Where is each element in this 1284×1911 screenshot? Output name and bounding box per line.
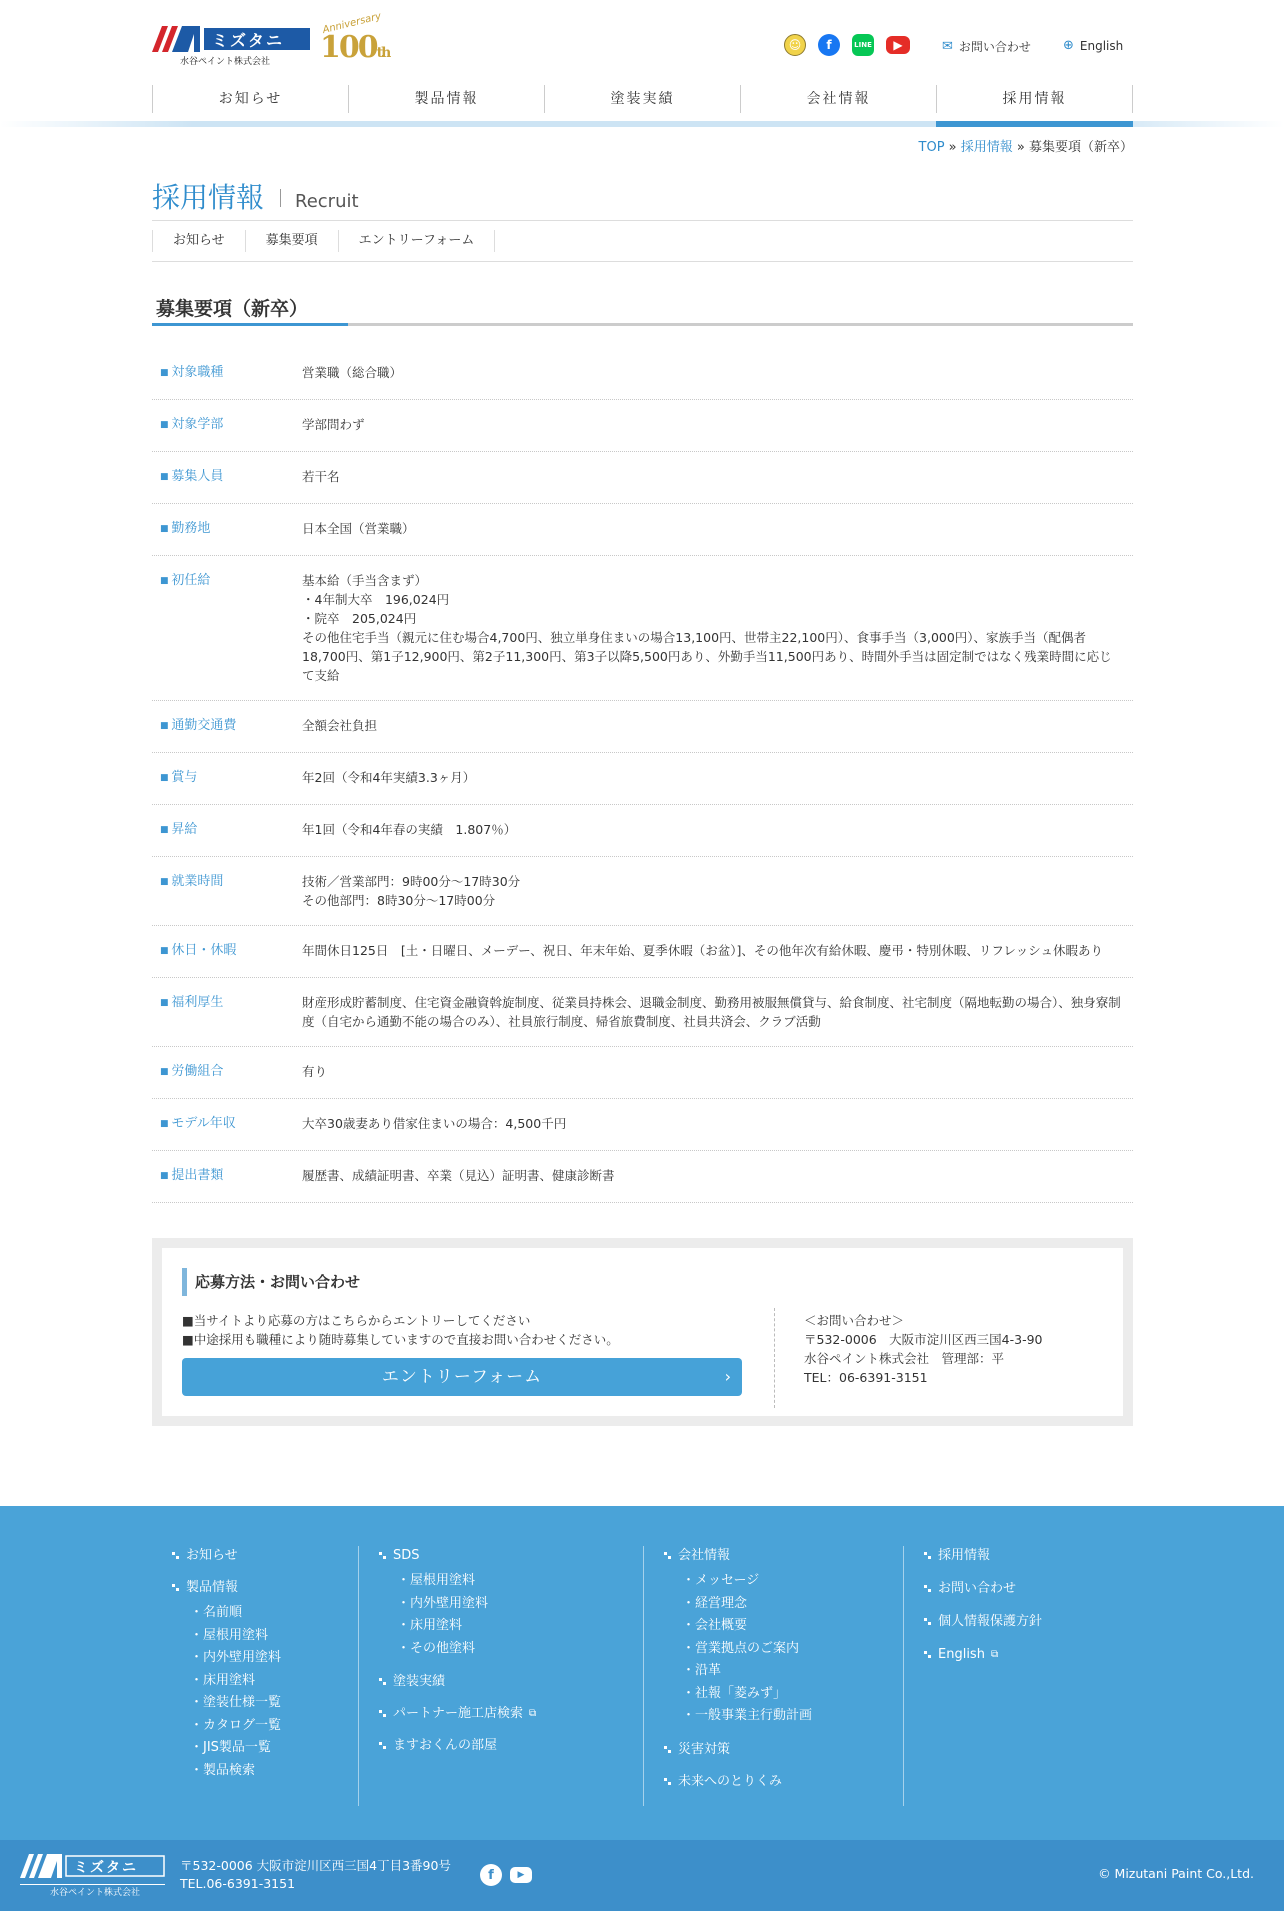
requirement-label: ■ 提出書類 <box>152 1166 302 1187</box>
anniversary-number: 100th <box>320 30 390 65</box>
requirement-value <box>302 1062 1133 1083</box>
footer-tel: TEL.06-6391-3151 <box>180 1876 296 1891</box>
globe-icon: ⊕ <box>1063 38 1074 53</box>
facebook-icon[interactable]: f <box>818 34 840 56</box>
footer-logo-sub: 水谷ペイント株式会社 <box>20 1884 165 1898</box>
line-icon[interactable]: LINE <box>852 34 874 56</box>
requirement-line: ・4年制大卒 196,024円 <box>302 592 450 607</box>
footer-sublink[interactable]: ・屋根用塗料 <box>190 1627 269 1643</box>
requirement-line: 学部問わず <box>302 417 365 432</box>
footer-link-partner[interactable]: パートナー施工店検索 ⧉ <box>379 1704 536 1724</box>
requirement-row <box>152 753 1133 805</box>
footer-address <box>180 1857 451 1893</box>
breadcrumb-home[interactable]: TOP <box>918 140 945 155</box>
apply-divider <box>774 1308 775 1408</box>
footer-link-products[interactable]: 製品情報 <box>172 1578 281 1598</box>
requirement-label: ■ 対象職種 <box>152 363 302 384</box>
footer-sns-links <box>480 1864 532 1886</box>
sub-nav <box>152 220 1133 262</box>
bullet-icon <box>664 1745 672 1755</box>
global-nav <box>152 85 1133 113</box>
breadcrumb <box>919 136 1133 155</box>
nav-item-company[interactable]: 会社情報 <box>740 85 936 113</box>
footer-sds-list <box>379 1570 536 1660</box>
requirement-row <box>152 348 1133 400</box>
requirement-label: ■ 対象学部 <box>152 415 302 436</box>
requirement-line: その他部門：8時30分～17時00分 <box>302 893 496 908</box>
requirement-row <box>152 1099 1133 1151</box>
requirement-line: 技術／営業部門：9時00分～17時30分 <box>302 874 521 889</box>
header-english-link[interactable] <box>1063 38 1123 53</box>
footer-sublink[interactable]: ・内外壁用塗料 <box>190 1650 282 1665</box>
footer-sublink[interactable]: ・屋根用塗料 <box>397 1573 476 1588</box>
requirement-line: 年1回（令和4年春の実績 1.807％） <box>302 822 517 837</box>
youtube-icon[interactable]: ▶ <box>510 1867 532 1883</box>
apply-notes <box>182 1311 619 1349</box>
footer-product-list <box>172 1602 281 1782</box>
requirement-line: 日本全国（営業職） <box>302 521 415 536</box>
footer-link-news[interactable]: お知らせ <box>172 1546 281 1566</box>
requirement-label: ■ 就業時間 <box>152 872 302 910</box>
requirement-row <box>152 857 1133 926</box>
bullet-icon <box>172 1583 180 1593</box>
copyright: © Mizutani Paint Co.,Ltd. <box>1098 1866 1254 1881</box>
bullet-icon <box>664 1551 672 1561</box>
bullet-icon <box>379 1709 387 1719</box>
bullet-icon <box>924 1551 932 1561</box>
apply-note: ■当サイトより応募の方はこちらからエントリーしてください <box>182 1313 531 1328</box>
requirement-value <box>302 519 1133 540</box>
requirement-row <box>152 556 1133 701</box>
requirement-label: ■ 労働組合 <box>152 1062 302 1083</box>
requirement-value <box>302 363 1133 384</box>
anniversary-badge <box>320 10 390 72</box>
requirement-line: 全額会社負担 <box>302 718 378 733</box>
requirement-line: 若干名 <box>302 469 340 484</box>
footer-sublink[interactable]: ・製品検索 <box>190 1762 256 1778</box>
requirement-row <box>152 978 1133 1047</box>
footer-col-1 <box>172 1546 281 1794</box>
footer-link-recruit[interactable]: 採用情報 <box>924 1546 1042 1566</box>
mail-icon: ✉ <box>942 39 953 54</box>
anniversary-word: Anniversary <box>321 10 383 37</box>
requirement-row <box>152 452 1133 504</box>
header-sns-links <box>784 34 910 56</box>
requirement-line: ・院卒 205,024円 <box>302 611 417 626</box>
footer-link-privacy[interactable]: 個人情報保護方針 <box>924 1612 1042 1632</box>
footer-divider <box>903 1546 904 1806</box>
requirement-value <box>302 820 1133 841</box>
footer-sublink[interactable]: ・内外壁用塗料 <box>397 1595 489 1611</box>
footer-link-future[interactable]: 未来へのとりくみ <box>664 1772 812 1792</box>
footer-sublink[interactable]: ・メッセージ <box>682 1573 760 1588</box>
requirement-label: ■ 昇給 <box>152 820 302 841</box>
breadcrumb-current: 募集要項（新卒） <box>1028 140 1133 155</box>
apply-heading: 応募方法・お問い合わせ <box>182 1268 360 1296</box>
requirement-line: 年2回（令和4年実績3.3ヶ月） <box>302 770 476 785</box>
apply-box <box>152 1238 1133 1426</box>
header-contact-label: お問い合わせ <box>958 40 1031 54</box>
footer-col-2 <box>379 1546 536 1768</box>
footer <box>0 1506 1284 1840</box>
page-title-jp: 採用情報 <box>152 181 265 214</box>
requirement-label: ■ 勤務地 <box>152 519 302 540</box>
bullet-icon <box>172 1551 180 1561</box>
footer-sublink[interactable]: ・会社概要 <box>682 1618 748 1633</box>
nav-active-indicator <box>936 121 1133 127</box>
requirement-label: ■ 賞与 <box>152 768 302 789</box>
requirement-line: 年間休日125日 [土・日曜日、メーデー、祝日、年末年始、夏季休暇（お盆）]、その他年次有給休暇、慶弔・特別休暇、リフレッシュ休暇あり <box>302 943 1103 958</box>
contact-address: 〒532-0006 大阪市淀川区西三国4-3-90 <box>804 1332 1043 1347</box>
bullet-icon <box>924 1584 932 1594</box>
bullet-icon <box>924 1617 932 1627</box>
requirement-value <box>302 716 1133 737</box>
youtube-icon[interactable]: ▶ <box>886 36 910 54</box>
contact-title: ＜お問い合わせ＞ <box>804 1313 905 1328</box>
footer-sublink[interactable]: ・JIS製品一覧 <box>190 1740 271 1755</box>
requirement-row <box>152 1047 1133 1099</box>
breadcrumb-separator: » <box>1012 140 1029 155</box>
requirement-value <box>302 571 1133 685</box>
contact-company: 水谷ペイント株式会社 管理部：平 <box>804 1351 1005 1366</box>
footer-link-english[interactable]: English ⧉ <box>924 1645 1042 1665</box>
requirement-row <box>152 926 1133 978</box>
breadcrumb-parent[interactable]: 採用情報 <box>960 140 1013 155</box>
footer-link-masuo[interactable]: ますおくんの部屋 <box>379 1736 536 1756</box>
footer-sublink[interactable]: ・営業拠点のご案内 <box>682 1640 800 1656</box>
entry-form-button[interactable] <box>182 1358 742 1396</box>
bullet-icon <box>379 1551 387 1561</box>
requirement-value <box>302 467 1133 488</box>
requirement-line: その他住宅手当（親元に住む場合4,700円、独立単身住まいの場合13,100円、世帯主22,100円）、食事手当（3,000円）、家族手当（配偶者18,700円、第1子12,900円、第2子11,300円、第3子以降5,500円あり、外勤手当11,500円あり、時間外手当は固定制ではなく残業時間に応じて支給 <box>302 630 1112 683</box>
footer-sublink[interactable]: ・床用塗料 <box>190 1672 256 1688</box>
requirement-line: 履歴書、成績証明書、卒業（見込）証明書、健康診断書 <box>302 1168 615 1183</box>
apply-note: ■中途採用も職種により随時募集していますので直接お問い合わせください。 <box>182 1332 619 1347</box>
logo-company-name: 水谷ペイント株式会社 <box>180 57 271 67</box>
logo-text: ミズタニ <box>212 31 285 50</box>
footer-link-disaster[interactable]: 災害対策 <box>664 1740 812 1760</box>
title-divider <box>280 189 281 207</box>
requirement-value <box>302 993 1133 1031</box>
requirement-value <box>302 1166 1133 1187</box>
requirement-value <box>302 941 1133 962</box>
nav-item-news[interactable]: お知らせ <box>152 85 348 113</box>
breadcrumb-separator: » <box>944 140 961 155</box>
footer-sublink[interactable]: ・床用塗料 <box>397 1618 463 1633</box>
footer-sublink[interactable]: ・塗装仕様一覧 <box>190 1695 282 1710</box>
section-title: 募集要項（新卒） <box>152 290 1133 326</box>
footer-link-company[interactable]: 会社情報 <box>664 1546 812 1566</box>
subnav-item-entry-form[interactable]: エントリーフォーム <box>338 230 496 252</box>
footer-col-4 <box>924 1546 1042 1677</box>
requirement-line: 大卒30歳妻あり借家住まいの場合：4,500千円 <box>302 1116 567 1131</box>
nav-item-products[interactable]: 製品情報 <box>348 85 544 113</box>
requirement-row <box>152 1151 1133 1203</box>
header-contact-link[interactable] <box>942 38 1031 55</box>
entry-form-button-label: エントリーフォーム <box>381 1367 543 1387</box>
nav-item-recruit[interactable]: 採用情報 <box>936 85 1133 113</box>
requirement-value <box>302 872 1133 910</box>
requirement-row <box>152 400 1133 452</box>
footer-sublink[interactable]: ・カタログ一覧 <box>190 1717 282 1733</box>
nav-item-works[interactable]: 塗装実績 <box>544 85 740 113</box>
requirement-value <box>302 768 1133 789</box>
requirement-label: ■ 通勤交通費 <box>152 716 302 737</box>
footer-bar <box>0 1840 1284 1911</box>
footer-col-3 <box>664 1546 812 1804</box>
external-link-icon: ⧉ <box>990 1649 999 1660</box>
requirements-table <box>152 348 1133 1203</box>
footer-link-contact[interactable]: お問い合わせ <box>924 1579 1042 1599</box>
requirement-value <box>302 415 1133 436</box>
requirement-line: 財産形成貯蓄制度、住宅資金融資斡旋制度、従業員持株会、退職金制度、勤務用被服無償貸与、給食制度、社宅制度（隔地転勤の場合）、独身寮制度（自宅から通勤不能の場合のみ）、社員旅行制度、帰省旅費制度、社員共済会、クラブ活動 <box>302 995 1121 1029</box>
page-title <box>152 176 359 216</box>
footer-sublink[interactable]: ・一般事業主行動計画 <box>682 1708 813 1723</box>
requirement-line: 有り <box>302 1064 328 1079</box>
apply-contact <box>804 1311 1043 1387</box>
requirement-row <box>152 805 1133 857</box>
requirement-label: ■ 募集人員 <box>152 467 302 488</box>
requirement-line: 営業職（総合職） <box>302 365 403 380</box>
bullet-icon <box>379 1677 387 1687</box>
requirement-label: ■ 初任給 <box>152 571 302 685</box>
footer-logo[interactable] <box>20 1854 165 1898</box>
requirement-row <box>152 701 1133 753</box>
footer-sublink[interactable]: ・社報「菱みず」 <box>682 1685 787 1701</box>
requirement-value <box>302 1114 1133 1135</box>
bullet-icon <box>924 1650 932 1660</box>
facebook-icon[interactable]: f <box>480 1864 502 1886</box>
footer-sublink[interactable]: ・名前順 <box>190 1605 243 1620</box>
requirement-row <box>152 504 1133 556</box>
subnav-item-requirements[interactable]: 募集要項 <box>245 230 338 252</box>
footer-company-list <box>664 1570 812 1728</box>
bullet-icon <box>379 1741 387 1751</box>
requirement-line: 基本給（手当含まず） <box>302 573 428 588</box>
header-english-label: English <box>1079 38 1124 53</box>
footer-sublink[interactable]: ・沿革 <box>682 1663 722 1678</box>
footer-divider <box>358 1546 359 1806</box>
requirement-label: ■ モデル年収 <box>152 1114 302 1135</box>
footer-address-line: 〒532-0006 大阪市淀川区西三国4丁目3番90号 <box>180 1858 451 1873</box>
requirement-label: ■ 福利厚生 <box>152 993 302 1031</box>
footer-sublink[interactable]: ・経営理念 <box>682 1595 748 1611</box>
subnav-item-news[interactable]: お知らせ <box>152 230 245 252</box>
mascot-icon[interactable]: ☺ <box>784 34 806 56</box>
footer-sublink[interactable]: ・その他塗料 <box>397 1640 476 1656</box>
footer-divider <box>643 1546 644 1806</box>
chevron-right-icon: › <box>724 1367 732 1386</box>
footer-link-sds[interactable]: SDS <box>379 1546 536 1566</box>
requirement-label: ■ 休日・休暇 <box>152 941 302 962</box>
footer-link-works[interactable]: 塗装実績 <box>379 1672 536 1692</box>
bullet-icon <box>664 1777 672 1787</box>
company-logo[interactable] <box>152 10 390 72</box>
external-link-icon: ⧉ <box>529 1708 537 1719</box>
page-title-en: Recruit <box>295 191 359 212</box>
footer-logo-text: ミズタニ <box>74 1860 138 1876</box>
contact-tel: TEL：06-6391-3151 <box>804 1370 928 1385</box>
